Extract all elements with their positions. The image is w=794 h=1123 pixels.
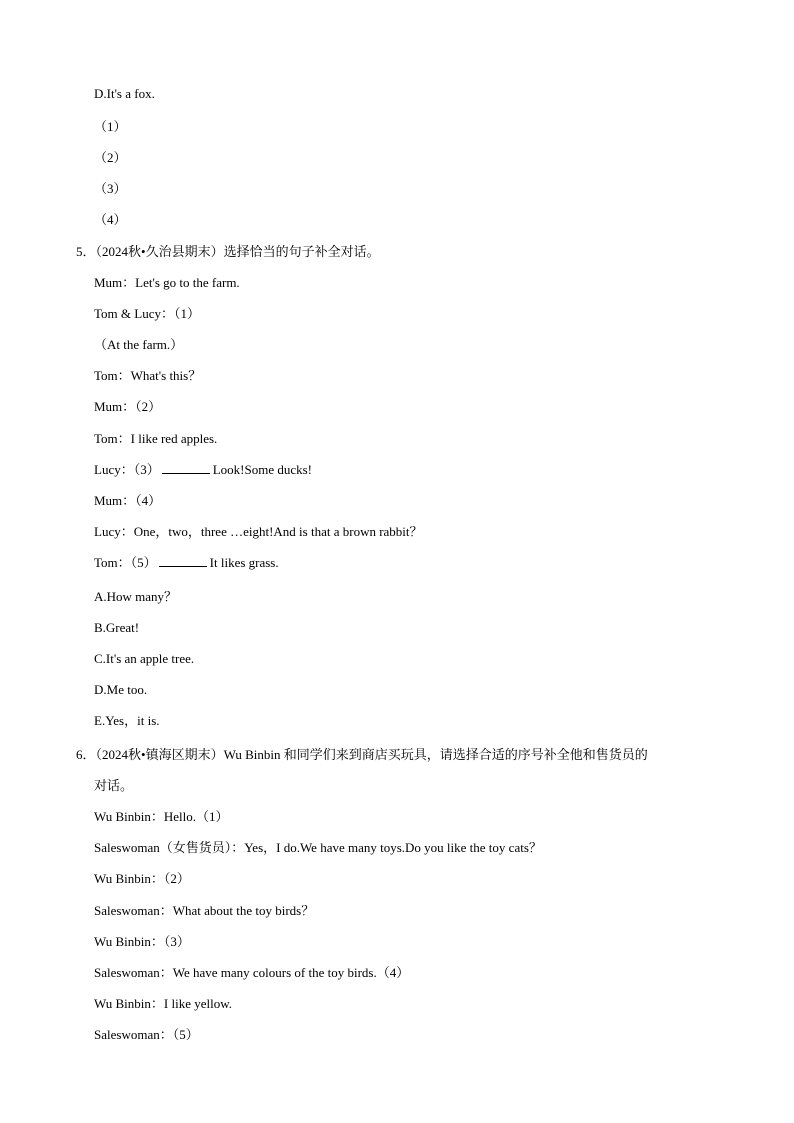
q6-dialogue-line: Saleswoman：We have many colours of the toy birds.（4） [94,965,410,980]
q4-answer-4: （4） [94,212,127,227]
q5-option-a: A.How many？ [94,589,178,604]
q6-dialogue-line: Wu Binbin：（2） [94,871,190,886]
q5-tom5-prefix: Tom：（5） [94,555,157,570]
q5-dialogue-line: Mum：Let's go to the farm. [94,275,240,290]
q6-dialogue-line: Wu Binbin：Hello.（1） [94,809,229,824]
q5-header-text: （2024秋•久治县期末）选择恰当的句子补全对话。 [95,244,380,259]
q6-dialogue-line: Saleswoman（女售货员）：Yes，I do.We have many toys.Do you like the toy cats？ [94,840,542,855]
q5-option-d: D.Me too. [94,682,148,697]
q5-option-e: E.Yes，it is. [94,713,160,728]
q5-tom-blank-line [94,553,279,573]
q5-dialogue-line: （At the farm.） [94,337,184,352]
q6-header [76,745,648,765]
q5-dialogue-line: Tom & Lucy：（1） [94,306,200,321]
q6-dialogue-line: Wu Binbin：I like yellow. [94,996,233,1011]
answer-blank-5[interactable] [159,554,207,567]
q5-dialogue-line: Tom：I like red apples. [94,431,218,446]
q6-header-continued: 对话。 [94,778,134,793]
q5-dialogue-line: Mum：（4） [94,493,162,508]
q5-dialogue-line: Tom：What's this？ [94,368,202,383]
q5-dialogue-line: Mum：（2） [94,399,162,414]
q5-lucy3-suffix: Look!Some ducks! [212,462,313,477]
q6-dialogue-line: Saleswoman：What about the toy birds？ [94,903,315,918]
q5-option-b: B.Great! [94,620,140,635]
q5-dialogue-line: Lucy：One，two，three …eight!And is that a brown rabbit？ [94,524,423,539]
q4-answer-2: （2） [94,150,127,165]
answer-blank-3[interactable] [162,461,210,474]
q6-dialogue-line: Saleswoman：（5） [94,1027,199,1042]
q6-header-text: （2024秋•镇海区期末）Wu Binbin 和同学们来到商店买玩具，请选择合适的序号补全他和售货员的 [95,747,648,762]
q4-option-d: D.It's a fox. [94,86,155,101]
q6-number: 6． [76,747,96,762]
q4-answer-3: （3） [94,181,127,196]
q5-number: 5． [76,244,96,259]
q5-lucy3-prefix: Lucy：（3） [94,462,160,477]
q5-tom5-suffix: It likes grass. [209,555,279,570]
q5-option-c: C.It's an apple tree. [94,651,195,666]
q5-header [76,242,380,262]
q6-dialogue-line: Wu Binbin：（3） [94,934,190,949]
q5-lucy-blank-line [94,460,312,480]
q4-answer-1: （1） [94,119,127,134]
